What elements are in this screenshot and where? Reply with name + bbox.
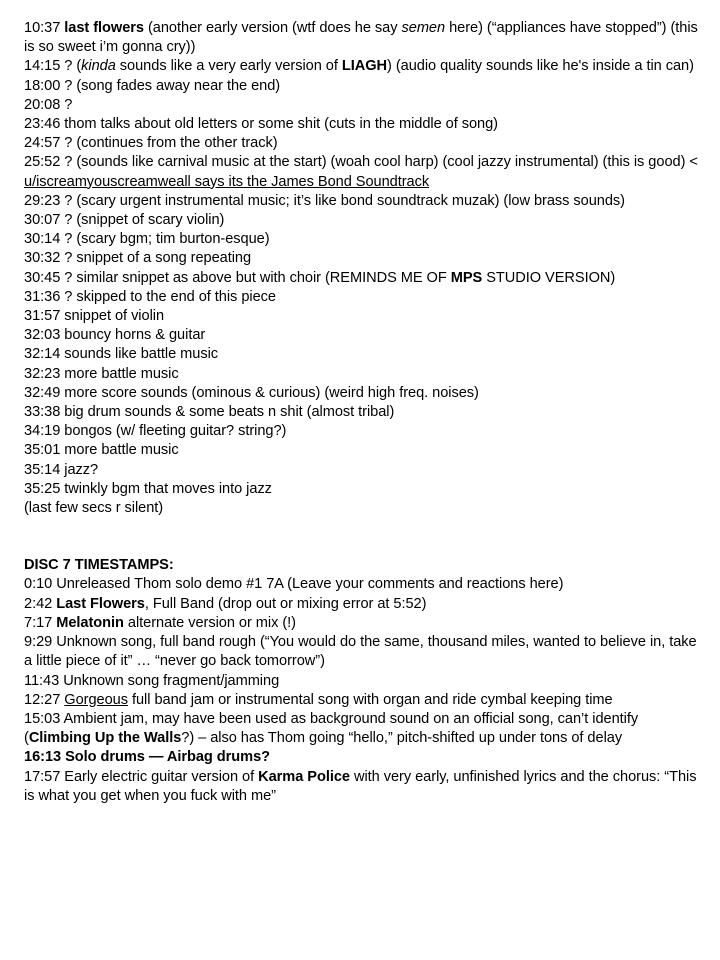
timestamp-line <box>24 575 704 594</box>
line-text: here) (“appliances have stopped”) (this is so sweet i’m gonna cry)) <box>24 20 698 56</box>
timestamp-line <box>24 595 704 614</box>
timestamp-line <box>24 153 704 191</box>
line-text: 30:14 ? (scary bgm; tim burton-esque) <box>24 231 270 248</box>
timestamp-line <box>24 230 704 249</box>
italic-text: semen <box>401 20 446 36</box>
line-text: 10:37 <box>24 20 65 36</box>
line-text: 15:03 Ambient jam, may have been used as background sound on an official song, can’t identify ( <box>24 710 639 747</box>
timestamp-line <box>24 384 704 403</box>
timestamp-line <box>24 345 704 364</box>
line-text: full band jam or instrumental song with organ and ride cymbal keeping time <box>127 691 613 708</box>
line-text: 25:52 ? (sounds like carnival music at the start) (woah cool harp) (cool jazzy instrumental) (this is good) < <box>24 154 698 171</box>
line-text: ?) – also has Thom going “hello,” pitch-shifted up under tons of delay <box>181 730 623 747</box>
timestamp-line <box>24 19 704 57</box>
timestamp-line <box>24 96 704 115</box>
bold-text: LIAGH <box>341 58 388 75</box>
line-text: alternate version or mix (!) <box>123 614 296 631</box>
bold-text: Climbing Up the Walls <box>28 730 182 747</box>
line-text: 32:03 bouncy horns & guitar <box>24 327 206 344</box>
bold-text: 16:13 Solo drums — Airbag drums? <box>24 749 271 766</box>
timestamp-line <box>24 748 704 767</box>
timestamp-line <box>24 249 704 268</box>
timestamp-line <box>24 288 704 307</box>
line-text: 35:14 jazz? <box>24 461 99 478</box>
line-text: sounds like a very early version of <box>115 58 342 75</box>
line-text: 23:46 thom talks about old letters or some shit (cuts in the middle of song) <box>24 116 498 133</box>
underlined-text: Gorgeous <box>64 691 128 708</box>
disc-7-heading: DISC 7 TIMESTAMPS: <box>24 557 174 574</box>
line-text: 2:42 <box>24 595 57 612</box>
timestamp-line <box>24 691 704 710</box>
timestamp-line <box>24 307 704 326</box>
underlined-text: u/iscreamyouscreamweall says its the James Bond Soundtrack <box>24 173 430 190</box>
line-text: 30:45 ? similar snippet as above but with choir (REMINDS ME OF <box>24 269 451 286</box>
timestamp-line <box>24 365 704 384</box>
italic-text: kinda <box>81 58 116 75</box>
timestamp-line <box>24 768 704 806</box>
line-text: ) (audio quality sounds like he's inside a tin can) <box>387 58 694 75</box>
timestamp-line <box>24 134 704 153</box>
line-text: 30:32 ? snippet of a song repeating <box>24 250 252 267</box>
timestamp-line <box>24 403 704 422</box>
line-text: 12:27 <box>24 691 65 708</box>
line-text: (last few secs r silent) <box>24 500 164 517</box>
timestamp-line <box>24 672 704 691</box>
section-gap <box>24 518 704 556</box>
line-text: 33:38 big drum sounds & some beats n shit (almost tribal) <box>24 404 395 421</box>
line-text: 0:10 Unreleased Thom solo demo #1 7A (Leave your comments and reactions here) <box>24 576 564 593</box>
line-text: (another early version (wtf does he say <box>143 20 402 36</box>
line-text: 18:00 ? (song fades away near the end) <box>24 77 281 94</box>
timestamp-line <box>24 115 704 134</box>
section-heading <box>24 556 704 575</box>
timestamp-list-disc-7 <box>24 575 704 805</box>
timestamp-list-early <box>24 19 704 518</box>
timestamp-line <box>24 211 704 230</box>
timestamp-line <box>24 441 704 460</box>
timestamp-line <box>24 499 704 518</box>
bold-text: Last Flowers <box>56 595 145 612</box>
line-text: STUDIO VERSION) <box>482 269 616 286</box>
timestamp-line <box>24 614 704 633</box>
bold-text: MPS <box>450 269 483 286</box>
timestamp-line <box>24 326 704 345</box>
line-text: 9:29 Unknown song, full band rough (“You would do the same, thousand miles, wanted to believe in, take a little piece of it” … “never go back tomorrow”) <box>24 634 697 670</box>
line-text: 32:23 more battle music <box>24 365 179 382</box>
line-text: 24:57 ? (continues from the other track) <box>24 135 278 152</box>
timestamp-line <box>24 710 704 748</box>
line-text: with very early, unfinished lyrics and the chorus: “This is what you get when you fuck with me” <box>24 768 697 804</box>
line-text: 31:36 ? skipped to the end of this piece <box>24 288 276 305</box>
line-text: , Full Band (drop out or mixing error at 5:52) <box>144 595 427 612</box>
bold-text: Melatonin <box>56 614 124 631</box>
line-text: 20:08 ? <box>24 96 73 113</box>
line-text: 30:07 ? (snippet of scary violin) <box>24 212 225 229</box>
timestamp-line <box>24 461 704 480</box>
bold-text: last flowers <box>64 20 144 36</box>
timestamp-line <box>24 269 704 288</box>
timestamp-line <box>24 422 704 441</box>
line-text: 32:14 sounds like battle music <box>24 346 219 363</box>
timestamp-line <box>24 480 704 499</box>
line-text: 34:19 bongos (w/ fleeting guitar? string?) <box>24 423 287 440</box>
timestamp-line <box>24 192 704 211</box>
bold-text: Karma Police <box>258 768 350 785</box>
timestamp-line <box>24 77 704 96</box>
line-text: 35:25 twinkly bgm that moves into jazz <box>24 480 272 497</box>
line-text: 35:01 more battle music <box>24 442 179 459</box>
line-text: 17:57 Early electric guitar version of <box>24 768 259 785</box>
line-text: 11:43 Unknown song fragment/jamming <box>24 672 280 689</box>
line-text: 29:23 ? (scary urgent instrumental music; it’s like bond soundtrack muzak) (low brass sounds) <box>24 192 625 209</box>
line-text: 31:57 snippet of violin <box>24 308 165 325</box>
document-page <box>24 19 704 806</box>
timestamp-line <box>24 633 704 671</box>
line-text: 32:49 more score sounds (ominous & curious) (weird high freq. noises) <box>24 384 479 401</box>
timestamp-line <box>24 57 704 76</box>
line-text: 14:15 ? ( <box>24 58 82 75</box>
line-text: 7:17 <box>24 614 57 631</box>
